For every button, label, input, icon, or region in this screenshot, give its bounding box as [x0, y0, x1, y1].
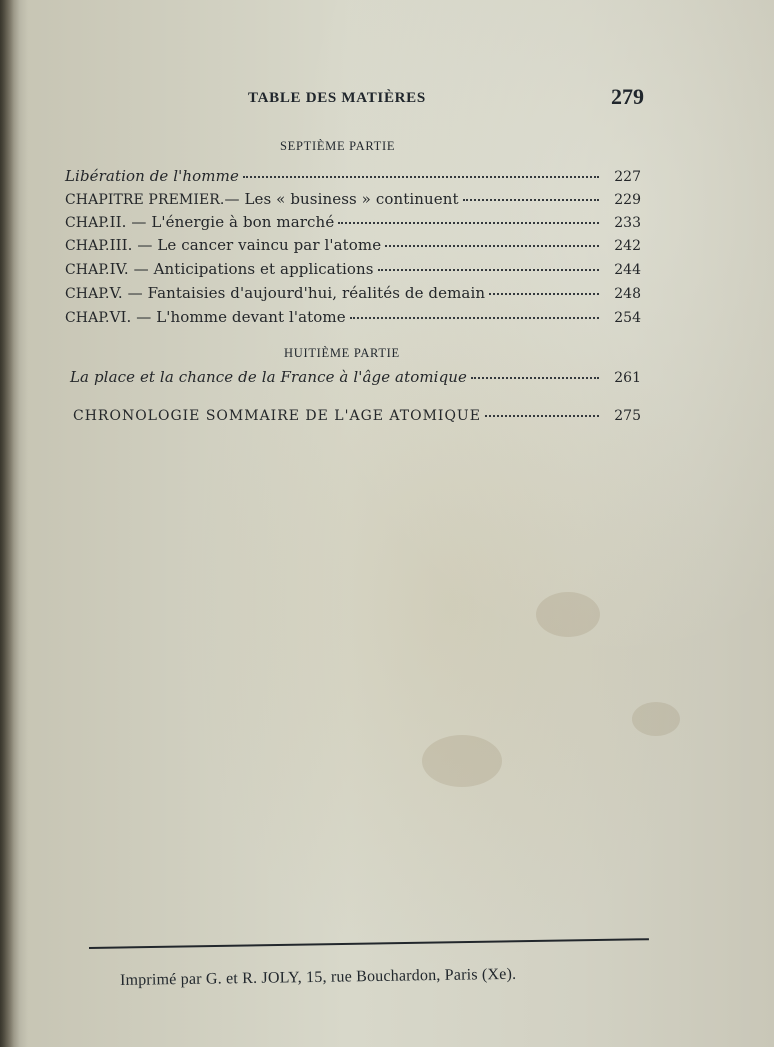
chronology-entry — [73, 408, 641, 430]
dot-leader — [471, 376, 599, 379]
toc-entry-title: III. — Le cancer vaincu par l'atome — [109, 236, 382, 254]
toc-entry — [65, 167, 641, 189]
toc-entry — [65, 284, 641, 306]
dot-leader — [338, 221, 599, 224]
paper-stain — [536, 592, 600, 637]
toc-entry — [65, 213, 641, 235]
toc-entry — [65, 190, 641, 212]
toc-entry-prefix: CHAP. — [65, 310, 110, 326]
part-heading-septieme: SEPTIÈME PARTIE — [280, 139, 396, 153]
dot-leader — [485, 414, 599, 417]
toc-entry-page: 244 — [614, 262, 641, 278]
toc-entry-title: IV. — Anticipations et applications — [109, 260, 374, 278]
toc-entry-title: V. — Fantaisies d'aujourd'hui, réalités de demain — [109, 284, 486, 302]
binding-shadow — [0, 0, 28, 1047]
dot-leader — [489, 292, 599, 295]
part-heading-huitieme: HUITIÈME PARTIE — [284, 346, 400, 360]
toc-entry — [65, 308, 641, 330]
toc-entry-prefix: CHAP. — [65, 238, 110, 254]
page-number: 279 — [611, 84, 644, 109]
toc-entry-title: VI. — L'homme devant l'atome — [109, 308, 346, 326]
chronology-page: 275 — [614, 408, 641, 424]
dot-leader — [463, 198, 599, 201]
toc-entry-title: — Les « business » continuent — [224, 190, 459, 208]
toc-entry — [65, 260, 641, 282]
toc-entry-page: 229 — [614, 192, 641, 208]
toc-entry-page: 242 — [614, 238, 641, 254]
paper-stain — [422, 735, 502, 787]
toc-entry-page: 248 — [614, 286, 641, 302]
paper-stain — [632, 702, 680, 736]
toc-entry — [70, 368, 641, 390]
chronology-title: CHRONOLOGIE SOMMAIRE DE L'AGE ATOMIQUE — [73, 408, 481, 424]
dot-leader — [378, 268, 599, 271]
toc-entry-prefix: CHAP. — [65, 215, 110, 231]
toc-entry-page: 254 — [614, 310, 641, 326]
toc-entry-prefix: CHAP. — [65, 286, 110, 302]
toc-entry-title: II. — L'énergie à bon marché — [109, 213, 335, 231]
toc-entry-title: La place et la chance de la France à l'âge atomique — [70, 368, 468, 386]
toc-entry — [65, 236, 641, 258]
toc-entry-prefix: CHAPITRE PREMIER. — [65, 192, 225, 208]
page-title: TABLE DES MATIÈRES — [248, 90, 426, 106]
dot-leader — [385, 244, 599, 247]
dot-leader — [243, 175, 599, 178]
printer-imprint: Imprimé par G. et R. JOLY, 15, rue Bouchardon, Paris (Xe). — [119, 965, 517, 989]
page-header — [248, 84, 644, 112]
toc-entry-title: Libération de l'homme — [65, 167, 239, 185]
toc-entry-prefix: CHAP. — [65, 262, 110, 278]
toc-entry-page: 261 — [614, 370, 641, 386]
bottom-rule — [89, 938, 649, 949]
toc-entry-page: 227 — [614, 169, 641, 185]
toc-entry-page: 233 — [614, 215, 641, 231]
dot-leader — [350, 316, 599, 319]
